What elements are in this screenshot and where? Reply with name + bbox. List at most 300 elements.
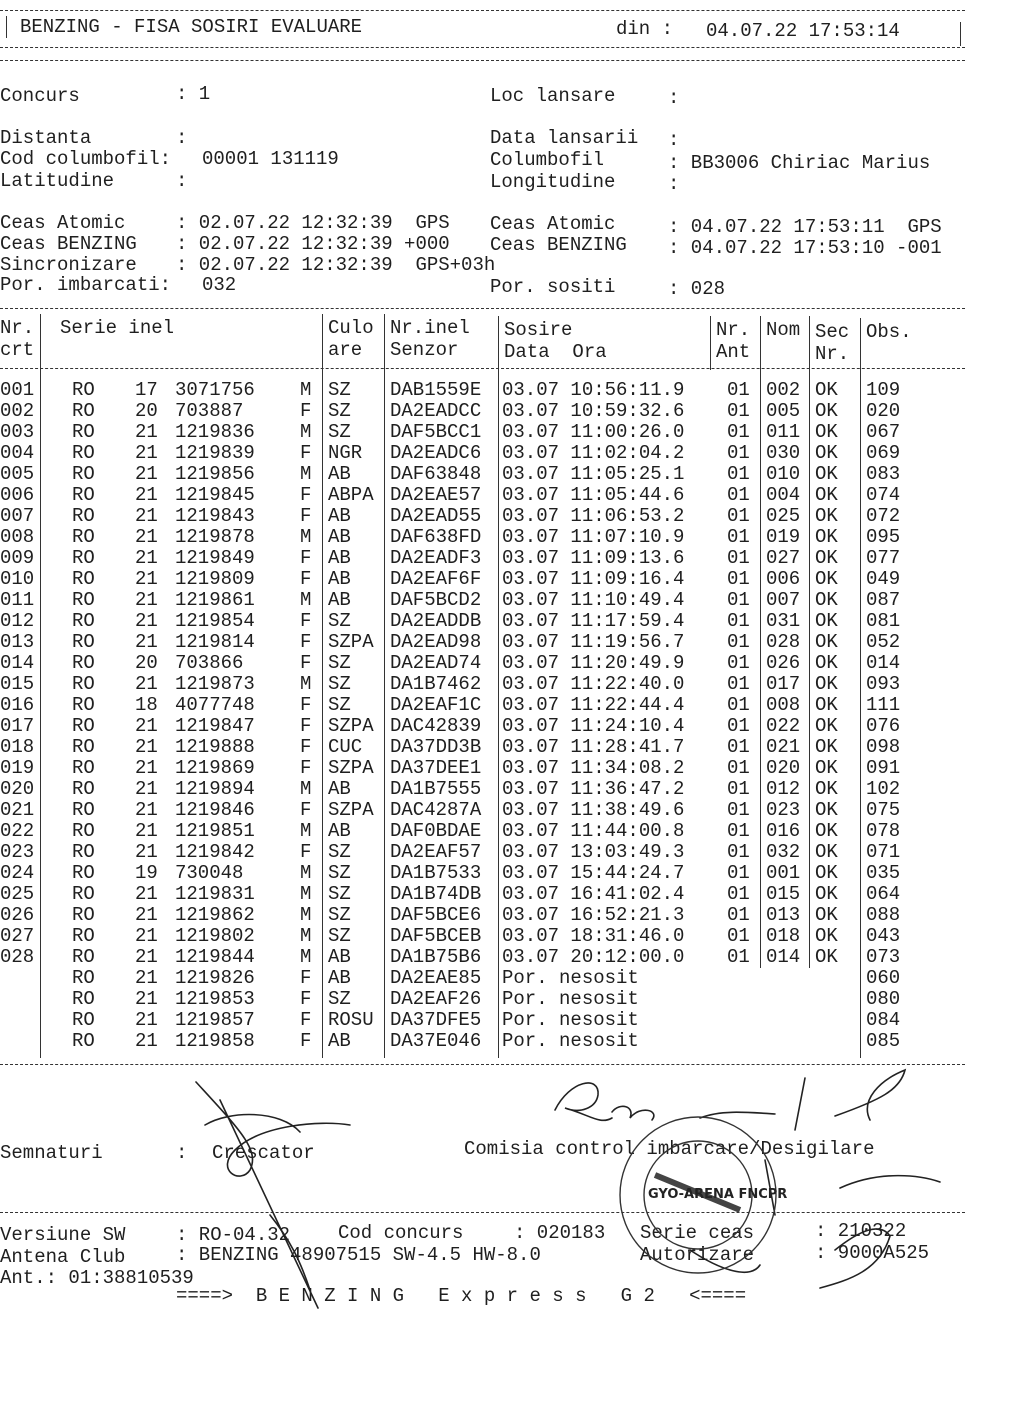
- cell-inel: 1219844: [175, 946, 255, 968]
- cell-obs: 035: [866, 862, 901, 884]
- ceas-benzing-start-label: Ceas BENZING: [0, 233, 137, 255]
- col-sec-header-1: Sec: [815, 321, 850, 343]
- cell-sec: OK: [815, 946, 838, 968]
- autorizare-value: : 9000A525: [815, 1242, 930, 1264]
- cell-sec: OK: [815, 799, 838, 821]
- cell-sex: F: [300, 841, 312, 863]
- col-sosire-header-2: Data Ora: [504, 341, 607, 363]
- cell-obs: 043: [866, 925, 901, 947]
- cell-an: 17: [135, 379, 158, 401]
- cell-sex: F: [300, 1030, 312, 1052]
- cell-sosire: 03.07 11:20:49.9: [502, 652, 685, 674]
- cell-inel: 1219845: [175, 484, 255, 506]
- cell-inel: 703887: [175, 400, 244, 422]
- cell-ant: 01: [727, 568, 750, 590]
- ceas-atomic-start-label: Ceas Atomic: [0, 212, 126, 234]
- cell-an: 21: [135, 904, 158, 926]
- cell-cul: SZPA: [328, 757, 374, 779]
- cell-nr: 018: [0, 736, 35, 758]
- cell-senzor: DA37DD3B: [390, 736, 482, 758]
- cell-tara: RO: [72, 442, 95, 464]
- signatures-label: Semnaturi: [0, 1142, 103, 1164]
- cell-sosire: 03.07 15:44:24.7: [502, 862, 685, 884]
- cell-sosire: 03.07 11:36:47.2: [502, 778, 685, 800]
- cell-ant: 01: [727, 610, 750, 632]
- cell-tara: RO: [72, 925, 95, 947]
- cell-ant: 01: [727, 862, 750, 884]
- cell-sosire: 03.07 16:52:21.3: [502, 904, 685, 926]
- serie-ceas-value: : 210322: [815, 1220, 907, 1242]
- cell-sosire: 03.07 11:19:56.7: [502, 631, 685, 653]
- longitudine-value: :: [668, 173, 680, 195]
- cell-nom: 020: [766, 757, 801, 779]
- cell-nom: 021: [766, 736, 801, 758]
- cell-inel: 1219843: [175, 505, 255, 527]
- cell-tara: RO: [72, 400, 95, 422]
- cell-ant: 01: [727, 589, 750, 611]
- cell-senzor: DA1B74DB: [390, 883, 482, 905]
- header-border-right: [960, 22, 961, 46]
- cell-senzor: DA1B7533: [390, 862, 482, 884]
- cell-obs: 067: [866, 421, 901, 443]
- cell-tara: RO: [72, 841, 95, 863]
- col-nr-header-1: Nr.: [0, 317, 35, 339]
- loc-lansare-value: :: [668, 87, 680, 109]
- cell-obs: 087: [866, 589, 901, 611]
- cell-tara: RO: [72, 652, 95, 674]
- col-ant-header-2: Ant: [716, 341, 751, 363]
- cell-nom: 022: [766, 715, 801, 737]
- cell-inel: 1219857: [175, 1009, 255, 1031]
- cell-senzor: DA1B7555: [390, 778, 482, 800]
- cell-sec: OK: [815, 610, 838, 632]
- cell-an: 21: [135, 736, 158, 758]
- divider: [0, 60, 965, 61]
- cell-sosire: 03.07 11:34:08.2: [502, 757, 685, 779]
- cell-tara: RO: [72, 589, 95, 611]
- cell-ant: 01: [727, 736, 750, 758]
- column-line: [710, 316, 711, 370]
- cell-sosire: 03.07 11:24:10.4: [502, 715, 685, 737]
- cell-tara: RO: [72, 484, 95, 506]
- cell-cul: AB: [328, 547, 351, 569]
- cell-sex: F: [300, 736, 312, 758]
- cell-an: 21: [135, 841, 158, 863]
- cell-obs: 077: [866, 547, 901, 569]
- cell-senzor: DA2EAD74: [390, 652, 482, 674]
- cell-an: 21: [135, 526, 158, 548]
- cell-nr: 024: [0, 862, 35, 884]
- cell-sosire: 03.07 11:09:16.4: [502, 568, 685, 590]
- cell-nom: 007: [766, 589, 801, 611]
- cell-nom: 019: [766, 526, 801, 548]
- cell-cul: SZ: [328, 379, 351, 401]
- cell-senzor: DA2EAE85: [390, 967, 482, 989]
- cell-an: 21: [135, 925, 158, 947]
- cell-senzor: DA2EAF57: [390, 841, 482, 863]
- cell-inel: 1219869: [175, 757, 255, 779]
- cell-sex: M: [300, 379, 312, 401]
- cell-nom: 017: [766, 673, 801, 695]
- cell-nom: 030: [766, 442, 801, 464]
- cell-senzor: DA1B7462: [390, 673, 482, 695]
- cell-cul: SZ: [328, 694, 351, 716]
- cell-sex: F: [300, 547, 312, 569]
- cell-ant: 01: [727, 715, 750, 737]
- cell-sex: M: [300, 463, 312, 485]
- cell-inel: 1219836: [175, 421, 255, 443]
- cell-tara: RO: [72, 883, 95, 905]
- cell-ant: 01: [727, 946, 750, 968]
- cell-nr: 004: [0, 442, 35, 464]
- cell-inel: 1219861: [175, 589, 255, 611]
- cell-sex: F: [300, 400, 312, 422]
- cell-cul: AB: [328, 568, 351, 590]
- cell-cul: AB: [328, 820, 351, 842]
- antena-value: : BENZING 48907515 SW-4.5 HW-8.0: [176, 1244, 541, 1266]
- cell-nom: 016: [766, 820, 801, 842]
- comisia-label: Comisia control imbarcare/Desigilare: [464, 1138, 875, 1160]
- cell-sosire: 03.07 18:31:46.0: [502, 925, 685, 947]
- cell-sec: OK: [815, 505, 838, 527]
- cell-tara: RO: [72, 463, 95, 485]
- cell-sex: F: [300, 694, 312, 716]
- cell-inel: 1219849: [175, 547, 255, 569]
- cell-ant: 01: [727, 484, 750, 506]
- cell-cul: SZ: [328, 400, 351, 422]
- cell-nom: 005: [766, 400, 801, 422]
- cell-nom: 015: [766, 883, 801, 905]
- cell-cul: NGR: [328, 442, 363, 464]
- cell-inel: 1219878: [175, 526, 255, 548]
- divider: [0, 47, 965, 48]
- cell-senzor: DA2EAF6F: [390, 568, 482, 590]
- cell-nom: 004: [766, 484, 801, 506]
- cell-tara: RO: [72, 1030, 95, 1052]
- cell-tara: RO: [72, 568, 95, 590]
- cell-senzor: DA2EAE57: [390, 484, 482, 506]
- report-datetime: 04.07.22 17:53:14: [706, 20, 900, 42]
- cell-tara: RO: [72, 988, 95, 1010]
- column-line: [384, 314, 385, 1058]
- cell-sex: F: [300, 652, 312, 674]
- cell-sec: OK: [815, 736, 838, 758]
- cell-cul: SZ: [328, 862, 351, 884]
- cell-inel: 4077748: [175, 694, 255, 716]
- cell-sosire: 03.07 11:02:04.2: [502, 442, 685, 464]
- cell-ant: 01: [727, 694, 750, 716]
- versiune-value: : RO-04.32: [176, 1224, 291, 1246]
- cell-sex: F: [300, 631, 312, 653]
- cell-sec: OK: [815, 862, 838, 884]
- cell-obs: 075: [866, 799, 901, 821]
- cell-ant: 01: [727, 526, 750, 548]
- cell-obs: 064: [866, 883, 901, 905]
- cell-nr: 022: [0, 820, 35, 842]
- cell-sex: M: [300, 820, 312, 842]
- cell-inel: 1219888: [175, 736, 255, 758]
- cell-ant: 01: [727, 820, 750, 842]
- column-line: [322, 314, 323, 1058]
- cell-nr: 028: [0, 946, 35, 968]
- cell-inel: 1219846: [175, 799, 255, 821]
- serie-ceas-label: Serie ceas: [640, 1222, 755, 1244]
- cell-tara: RO: [72, 904, 95, 926]
- cell-sex: F: [300, 442, 312, 464]
- cell-sosire: Por. nesosit: [502, 1009, 639, 1031]
- cell-an: 21: [135, 442, 158, 464]
- cell-nom: 011: [766, 421, 801, 443]
- cell-tara: RO: [72, 820, 95, 842]
- cell-ant: 01: [727, 442, 750, 464]
- cell-senzor: DA2EADDB: [390, 610, 482, 632]
- cell-senzor: DAC42839: [390, 715, 482, 737]
- cell-ant: 01: [727, 652, 750, 674]
- cell-tara: RO: [72, 547, 95, 569]
- cell-sec: OK: [815, 547, 838, 569]
- cell-an: 21: [135, 505, 158, 527]
- cell-sec: OK: [815, 883, 838, 905]
- cell-nr: 014: [0, 652, 35, 674]
- column-line: [498, 316, 499, 1058]
- columbofil-value: : BB3006 Chiriac Marius: [668, 152, 931, 174]
- cell-obs: 074: [866, 484, 901, 506]
- cell-obs: 071: [866, 841, 901, 863]
- cell-nr: 026: [0, 904, 35, 926]
- cell-tara: RO: [72, 757, 95, 779]
- cell-nom: 006: [766, 568, 801, 590]
- cell-sec: OK: [815, 757, 838, 779]
- cell-sex: M: [300, 904, 312, 926]
- versiune-label: Versiune SW: [0, 1224, 126, 1246]
- ceas-benzing-start-value: : 02.07.22 12:32:39 +000: [176, 233, 450, 255]
- cell-cul: SZ: [328, 610, 351, 632]
- cell-nr: 008: [0, 526, 35, 548]
- cell-senzor: DAF5BCEB: [390, 925, 482, 947]
- cod-columbofil-label: Cod columbofil:: [0, 148, 172, 170]
- cell-inel: 1219856: [175, 463, 255, 485]
- cell-inel: 1219842: [175, 841, 255, 863]
- cell-obs: 078: [866, 820, 901, 842]
- autorizare-label: Autorizare: [640, 1244, 755, 1266]
- column-line: [40, 314, 41, 1058]
- cell-an: 20: [135, 652, 158, 674]
- cell-sec: OK: [815, 463, 838, 485]
- divider: [0, 1064, 965, 1065]
- cell-nr: 003: [0, 421, 35, 443]
- data-lansarii-label: Data lansarii: [490, 127, 639, 149]
- cell-sosire: 03.07 20:12:00.0: [502, 946, 685, 968]
- cell-inel: 1219802: [175, 925, 255, 947]
- cell-nom: 010: [766, 463, 801, 485]
- cell-inel: 3071756: [175, 379, 255, 401]
- cell-sec: OK: [815, 820, 838, 842]
- cell-sex: F: [300, 484, 312, 506]
- cell-an: 21: [135, 778, 158, 800]
- cell-an: 21: [135, 484, 158, 506]
- cell-sosire: 03.07 10:59:32.6: [502, 400, 685, 422]
- distanta-value: :: [176, 127, 188, 149]
- cell-sec: OK: [815, 841, 838, 863]
- cell-obs: 088: [866, 904, 901, 926]
- cell-cul: AB: [328, 946, 351, 968]
- cell-nr: 027: [0, 925, 35, 947]
- cell-tara: RO: [72, 526, 95, 548]
- ceas-benzing-end-label: Ceas BENZING: [490, 234, 627, 256]
- cell-cul: AB: [328, 526, 351, 548]
- cell-nom: 031: [766, 610, 801, 632]
- divider: [0, 10, 965, 11]
- cell-sex: M: [300, 946, 312, 968]
- cell-senzor: DA37DFE5: [390, 1009, 482, 1031]
- cell-sex: M: [300, 862, 312, 884]
- cell-nom: 025: [766, 505, 801, 527]
- cell-an: 18: [135, 694, 158, 716]
- antena-label: Antena Club: [0, 1246, 126, 1268]
- cell-an: 21: [135, 715, 158, 737]
- cell-nr: 010: [0, 568, 35, 590]
- cell-tara: RO: [72, 967, 95, 989]
- cell-obs: 085: [866, 1030, 901, 1052]
- date-label: din :: [616, 18, 674, 40]
- loc-lansare-label: Loc lansare: [490, 85, 616, 107]
- column-line: [860, 318, 861, 1058]
- por-imbarcati-label: Por. imbarcati:: [0, 274, 172, 296]
- cell-senzor: DA37DEE1: [390, 757, 482, 779]
- cell-cul: SZ: [328, 904, 351, 926]
- cell-sosire: 03.07 11:10:49.4: [502, 589, 685, 611]
- cell-sec: OK: [815, 442, 838, 464]
- cell-sosire: 03.07 10:56:11.9: [502, 379, 685, 401]
- cell-nr: 025: [0, 883, 35, 905]
- cell-nr: 023: [0, 841, 35, 863]
- cell-ant: 01: [727, 799, 750, 821]
- cod-columbofil-value: 00001 131119: [202, 148, 339, 170]
- cell-an: 21: [135, 757, 158, 779]
- cell-an: 21: [135, 421, 158, 443]
- cell-sosire: 03.07 16:41:02.4: [502, 883, 685, 905]
- cell-ant: 01: [727, 421, 750, 443]
- cell-nom: 027: [766, 547, 801, 569]
- cell-inel: 1219858: [175, 1030, 255, 1052]
- cell-senzor: DAF638FD: [390, 526, 482, 548]
- por-sositi-value: : 028: [668, 278, 726, 300]
- cell-tara: RO: [72, 673, 95, 695]
- cell-sex: F: [300, 1009, 312, 1031]
- cell-an: 21: [135, 463, 158, 485]
- cell-nr: 002: [0, 400, 35, 422]
- cell-sec: OK: [815, 652, 838, 674]
- cell-senzor: DAB1559E: [390, 379, 482, 401]
- cell-senzor: DA2EADCC: [390, 400, 482, 422]
- ceas-benzing-end-value: : 04.07.22 17:53:10 -001: [668, 237, 942, 259]
- cell-obs: 102: [866, 778, 901, 800]
- cell-sex: M: [300, 925, 312, 947]
- cell-sec: OK: [815, 568, 838, 590]
- cell-cul: SZPA: [328, 715, 374, 737]
- cell-obs: 049: [866, 568, 901, 590]
- col-sec-header-2: Nr.: [815, 343, 850, 365]
- cell-senzor: DA2EAD98: [390, 631, 482, 653]
- cell-an: 21: [135, 799, 158, 821]
- cell-tara: RO: [72, 1009, 95, 1031]
- cell-nr: 017: [0, 715, 35, 737]
- cell-inel: 1219847: [175, 715, 255, 737]
- cell-obs: 072: [866, 505, 901, 527]
- cell-nr: 007: [0, 505, 35, 527]
- cell-sex: M: [300, 673, 312, 695]
- cell-an: 21: [135, 589, 158, 611]
- cell-nr: 020: [0, 778, 35, 800]
- cell-nr: 009: [0, 547, 35, 569]
- cell-an: 21: [135, 568, 158, 590]
- cell-senzor: DAF5BCD2: [390, 589, 482, 611]
- cell-sec: OK: [815, 694, 838, 716]
- cell-nom: 028: [766, 631, 801, 653]
- cell-obs: 083: [866, 463, 901, 485]
- cell-cul: AB: [328, 589, 351, 611]
- cell-ant: 01: [727, 883, 750, 905]
- cell-inel: 1219826: [175, 967, 255, 989]
- longitudine-label: Longitudine: [490, 171, 616, 193]
- cell-tara: RO: [72, 862, 95, 884]
- cell-senzor: DAC4287A: [390, 799, 482, 821]
- cell-nom: 023: [766, 799, 801, 821]
- cell-an: 21: [135, 631, 158, 653]
- cell-sosire: 03.07 11:09:13.6: [502, 547, 685, 569]
- cell-sex: F: [300, 967, 312, 989]
- cell-tara: RO: [72, 505, 95, 527]
- cell-senzor: DA2EAF1C: [390, 694, 482, 716]
- cell-sosire: Por. nesosit: [502, 967, 639, 989]
- cell-cul: SZ: [328, 652, 351, 674]
- cell-sosire: 03.07 11:22:40.0: [502, 673, 685, 695]
- latitudine-label: Latitudine: [0, 170, 115, 192]
- cell-nr: 011: [0, 589, 35, 611]
- cell-inel: 703866: [175, 652, 244, 674]
- distanta-label: Distanta: [0, 127, 92, 149]
- cell-sex: F: [300, 988, 312, 1010]
- cell-an: 21: [135, 988, 158, 1010]
- por-sositi-label: Por. sositi: [490, 276, 616, 298]
- col-serie-header: Serie inel: [60, 317, 175, 339]
- cell-nom: 008: [766, 694, 801, 716]
- cell-sosire: 03.07 11:05:25.1: [502, 463, 685, 485]
- cell-an: 21: [135, 946, 158, 968]
- cell-cul: SZ: [328, 673, 351, 695]
- cell-tara: RO: [72, 631, 95, 653]
- cell-senzor: DA2EAD55: [390, 505, 482, 527]
- cell-sosire: 03.07 11:00:26.0: [502, 421, 685, 443]
- cell-nom: 032: [766, 841, 801, 863]
- cell-sosire: 03.07 11:28:41.7: [502, 736, 685, 758]
- col-sosire-header-1: Sosire: [504, 319, 573, 341]
- cell-obs: 020: [866, 400, 901, 422]
- cell-cul: AB: [328, 505, 351, 527]
- cell-ant: 01: [727, 547, 750, 569]
- col-obs-header: Obs.: [866, 321, 912, 343]
- cell-sec: OK: [815, 379, 838, 401]
- col-nr-header-2: crt: [0, 339, 35, 361]
- cell-tara: RO: [72, 694, 95, 716]
- crescator-signature: [196, 1082, 350, 1308]
- cell-obs: 069: [866, 442, 901, 464]
- cell-nom: 001: [766, 862, 801, 884]
- ceas-atomic-start-value: : 02.07.22 12:32:39 GPS: [176, 212, 450, 234]
- cod-concurs-label: Cod concurs: [338, 1222, 464, 1244]
- cell-nom: 026: [766, 652, 801, 674]
- cell-sec: OK: [815, 925, 838, 947]
